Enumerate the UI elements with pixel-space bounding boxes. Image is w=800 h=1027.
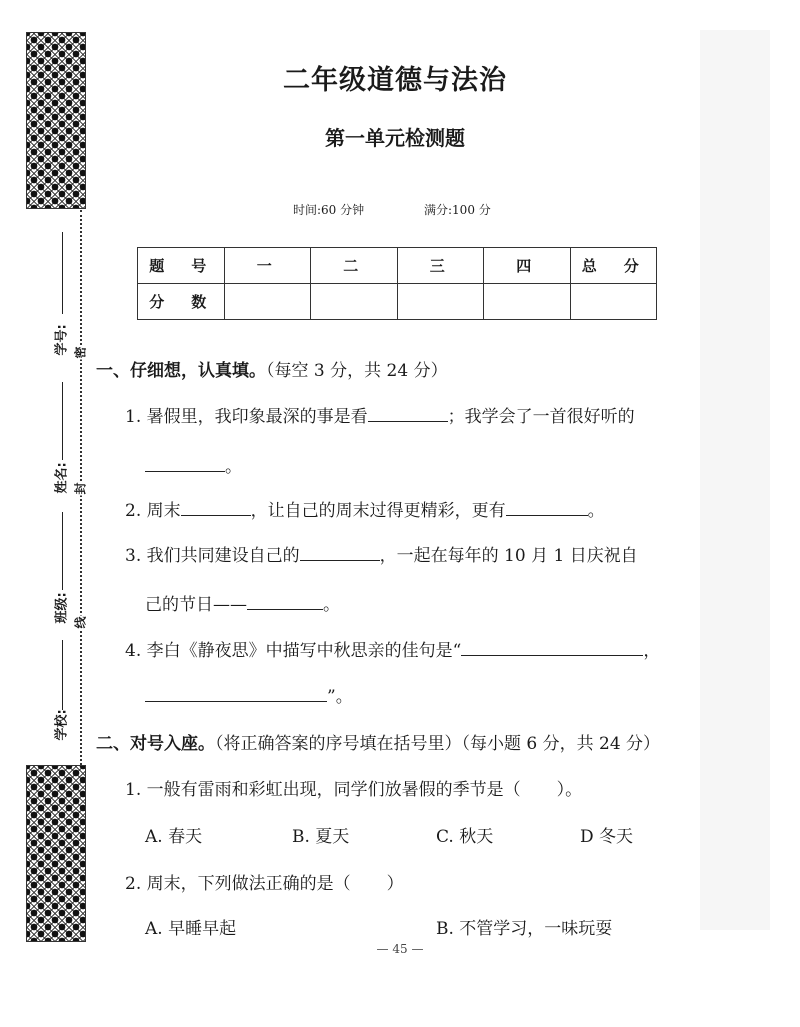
question-1-3 bbox=[125, 541, 638, 566]
q1-1-end: 。 bbox=[225, 457, 242, 477]
score-entry bbox=[484, 284, 571, 320]
school-label: 学校: bbox=[54, 709, 70, 741]
score-cell: 题 号 bbox=[138, 248, 225, 284]
decorative-pattern-top bbox=[26, 32, 86, 209]
score-entry bbox=[397, 284, 484, 320]
answer-blank bbox=[506, 497, 588, 516]
q2-2-text: 2. 周末，下列做法正确的是（ bbox=[125, 874, 351, 894]
option-2-1-c: C. 秋天 bbox=[436, 827, 494, 847]
student-id-label: 学号: bbox=[54, 324, 70, 356]
section-1-title: 一、仔细想，认真填。 bbox=[96, 361, 266, 381]
section-1-note: （每空 3 分，共 24 分） bbox=[266, 361, 448, 381]
question-1-1-cont bbox=[145, 452, 242, 477]
answer-blank bbox=[145, 453, 225, 472]
score-entry bbox=[311, 284, 398, 320]
student-id-line bbox=[62, 232, 63, 314]
question-2-1 bbox=[125, 775, 582, 800]
question-1-4 bbox=[125, 636, 660, 661]
seal-char-xian: 线 bbox=[73, 616, 88, 629]
question-2-2 bbox=[125, 869, 404, 894]
page-subtitle: 第一单元检测题 bbox=[325, 126, 465, 150]
option-2-2-a: A. 早睡早起 bbox=[145, 919, 237, 939]
answer-blank bbox=[368, 403, 448, 422]
score-cell: 二 bbox=[311, 248, 398, 284]
score-table-score-row bbox=[138, 284, 657, 320]
score-cell: 三 bbox=[397, 248, 484, 284]
q2-1-text: 1. 一般有雷雨和彩虹出现，同学们放暑假的季节是（ bbox=[125, 780, 521, 800]
answer-blank bbox=[181, 497, 251, 516]
score-entry bbox=[224, 284, 311, 320]
q1-4-text-a: 4. 李白《静夜思》中描写中秋思亲的佳句是“ bbox=[125, 641, 462, 661]
q1-2-text-a: 2. 周末 bbox=[125, 501, 181, 521]
answer-blank bbox=[461, 637, 643, 656]
page-shadow bbox=[700, 30, 770, 930]
class-line bbox=[62, 512, 63, 590]
q1-3-text-b: ，一起在每年的 10 月 1 日庆祝自 bbox=[379, 546, 638, 566]
q1-3-end: 。 bbox=[323, 595, 340, 615]
seal-char-mi: 密 bbox=[73, 346, 88, 359]
question-1-2 bbox=[125, 496, 605, 521]
exam-time: 时间:60 分钟 bbox=[293, 203, 365, 217]
score-table bbox=[137, 247, 657, 320]
name-label: 姓名: bbox=[54, 462, 70, 494]
q1-1-text-a: 1. 暑假里，我印象最深的事是看 bbox=[125, 407, 368, 427]
q1-4-end: ”。 bbox=[327, 687, 353, 707]
option-2-1-a: A. 春天 bbox=[145, 827, 203, 847]
school-line bbox=[62, 640, 63, 710]
q1-3-text-c: 己的节日—— bbox=[145, 595, 247, 615]
page-title: 二年级道德与法治 bbox=[283, 65, 507, 96]
seal-char-feng: 封 bbox=[73, 482, 88, 495]
q1-2-text-b: ，让自己的周末过得更精彩，更有 bbox=[250, 501, 506, 521]
answer-blank bbox=[300, 542, 380, 561]
score-cell: 四 bbox=[484, 248, 571, 284]
question-1-3-cont bbox=[145, 590, 340, 615]
score-entry bbox=[570, 284, 657, 320]
q1-3-text-a: 3. 我们共同建设自己的 bbox=[125, 546, 300, 566]
option-2-1-b: B. 夏天 bbox=[292, 827, 350, 847]
question-1-1 bbox=[125, 402, 635, 427]
section-2-note: （将正确答案的序号填在括号里）（每小题 6 分，共 24 分） bbox=[215, 734, 661, 754]
decorative-pattern-bottom bbox=[26, 765, 86, 942]
name-line bbox=[62, 382, 63, 460]
q1-4-text-b: ， bbox=[643, 641, 661, 661]
score-table-header-row bbox=[138, 248, 657, 284]
page-number: — 45 — bbox=[376, 942, 424, 956]
section-1-heading bbox=[96, 356, 448, 381]
class-label: 班级: bbox=[54, 592, 70, 624]
q2-2-end: ） bbox=[386, 874, 404, 894]
q2-1-end: ）。 bbox=[556, 780, 583, 800]
score-label: 分 数 bbox=[138, 284, 225, 320]
option-2-2-b: B. 不管学习，一味玩耍 bbox=[436, 919, 613, 939]
score-cell: 一 bbox=[224, 248, 311, 284]
section-2-title: 二、对号入座。 bbox=[96, 734, 215, 754]
q1-2-end: 。 bbox=[587, 501, 605, 521]
option-2-1-d: D 冬天 bbox=[580, 827, 634, 847]
full-score: 满分:100 分 bbox=[424, 203, 491, 217]
q1-1-text-b: ；我学会了一首很好听的 bbox=[447, 407, 635, 427]
score-cell: 总 分 bbox=[570, 248, 657, 284]
answer-blank bbox=[145, 683, 327, 702]
answer-blank bbox=[247, 591, 323, 610]
section-2-heading bbox=[96, 729, 660, 754]
question-1-4-cont bbox=[145, 682, 353, 707]
